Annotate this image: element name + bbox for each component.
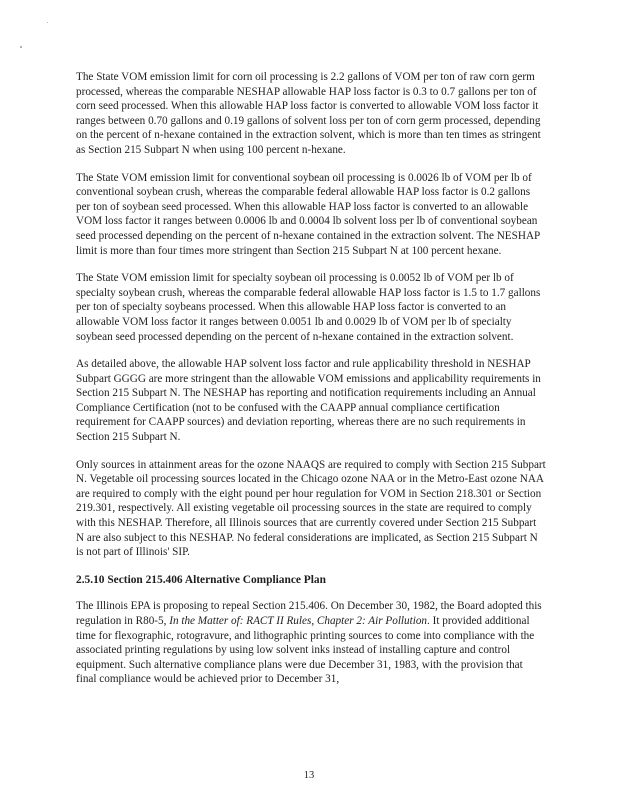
scan-speck — [47, 22, 48, 23]
paragraph-alternative-compliance — [76, 599, 546, 687]
paragraph-text-start: The Illinois EPA is proposing to repeal Section 215.406. On December 30, 1982, the Board adopted this regulation in R80-5, — [76, 600, 542, 627]
page-number: 13 — [303, 770, 315, 781]
paragraph-neshap-comparison: As detailed above, the allowable HAP solvent loss factor and rule applicability threshold in NESHAP Subpart GGGG are more stringent than the allowable VOM emissions and applicability requirements in Section 215 Subpart N. The NESHAP has reporting and notification requirements including an Annual Compliance Certification (not to be confused with the CAAPP annual compliance certification requirement for CAAPP sources) and deviation reporting, whereas there are no such requirements in Section 215 Subpart N. — [76, 358, 541, 444]
paragraph-corn-oil: The State VOM emission limit for corn oil processing is 2.2 gallons of VOM per ton of raw corn germ processed, whereas the comparable NESHAP allowable HAP loss factor is 0.3 to 0.7 gallons per ton of corn seed processed. When this allowable HAP loss factor is converted to allowable VOM loss factor it ranges between 0.70 gallons and 0.19 gallons of solvent loss per ton of corn germ processed, depending on the percent of n-hexane contained in the extraction solvent, which is more than ten times as stringent as Section 215 Subpart N when using 100 percent n-hexane. — [76, 71, 541, 156]
paragraph-text-end: . It provided additional time for flexographic, rotogravure, and lithographic printing sources to come into compliance with the associated printing regulations by using low solvent inks instead of installing capture and control equipment. Such alternative compliance plans were due December 31, 1983, with the provision that final compliance would be achieved prior to December 31, — [76, 615, 535, 686]
document-body — [76, 70, 546, 700]
section-heading: 2.5.10 Section 215.406 Alternative Compliance Plan — [76, 573, 326, 586]
scan-speck — [20, 46, 22, 48]
paragraph-attainment-areas: Only sources in attainment areas for the ozone NAAQS are required to comply with Section 215 Subpart N. Vegetable oil processing sources located in the Chicago ozone NAA or in the Metro-East ozone NAA are required to comply with the eight pound per hour regulation for VOM in Section 218.301 or Section 219.301, respectively. All existing vegetable oil processing sources in the state are required to comply with this NESHAP. Therefore, all Illinois sources that are currently covered under Section 215 Subpart N are also subject to this NESHAP. No federal considerations are implicated, as Section 215 Subpart N is not part of Illinois' SIP. — [76, 458, 546, 559]
paragraph-conventional-soybean: The State VOM emission limit for conventional soybean oil processing is 0.0026 lb of VOM per lb of conventional soybean crush, whereas the comparable federal allowable HAP loss factor is 0.2 gallons per ton of soybean seed processed. When this allowable HAP loss factor is converted to an allowable VOM loss factor it ranges between 0.0006 lb and 0.0004 lb solvent loss per lb of conventional soybean seed processed depending on the percent of n-hexane contained in the extraction solvent. The NESHAP limit is more than four times more stringent than Section 215 Subpart N at 100 percent hexane. — [76, 171, 540, 257]
case-citation: In the Matter of: RACT II Rules, Chapter 2: Air Pollution — [169, 615, 428, 627]
paragraph-specialty-soybean: The State VOM emission limit for specialty soybean oil processing is 0.0052 lb of VOM per lb of specialty soybean crush, whereas the comparable federal allowable HAP loss factor is 1.5 to 1.7 gallons per ton of specialty soybeans processed. When this allowable HAP loss factor is converted to an allowable VOM loss factor it ranges between 0.0051 lb and 0.0029 lb of VOM per lb of specialty soybean seed processed depending on the percent of n-hexane contained in the extraction solvent. — [76, 272, 541, 343]
